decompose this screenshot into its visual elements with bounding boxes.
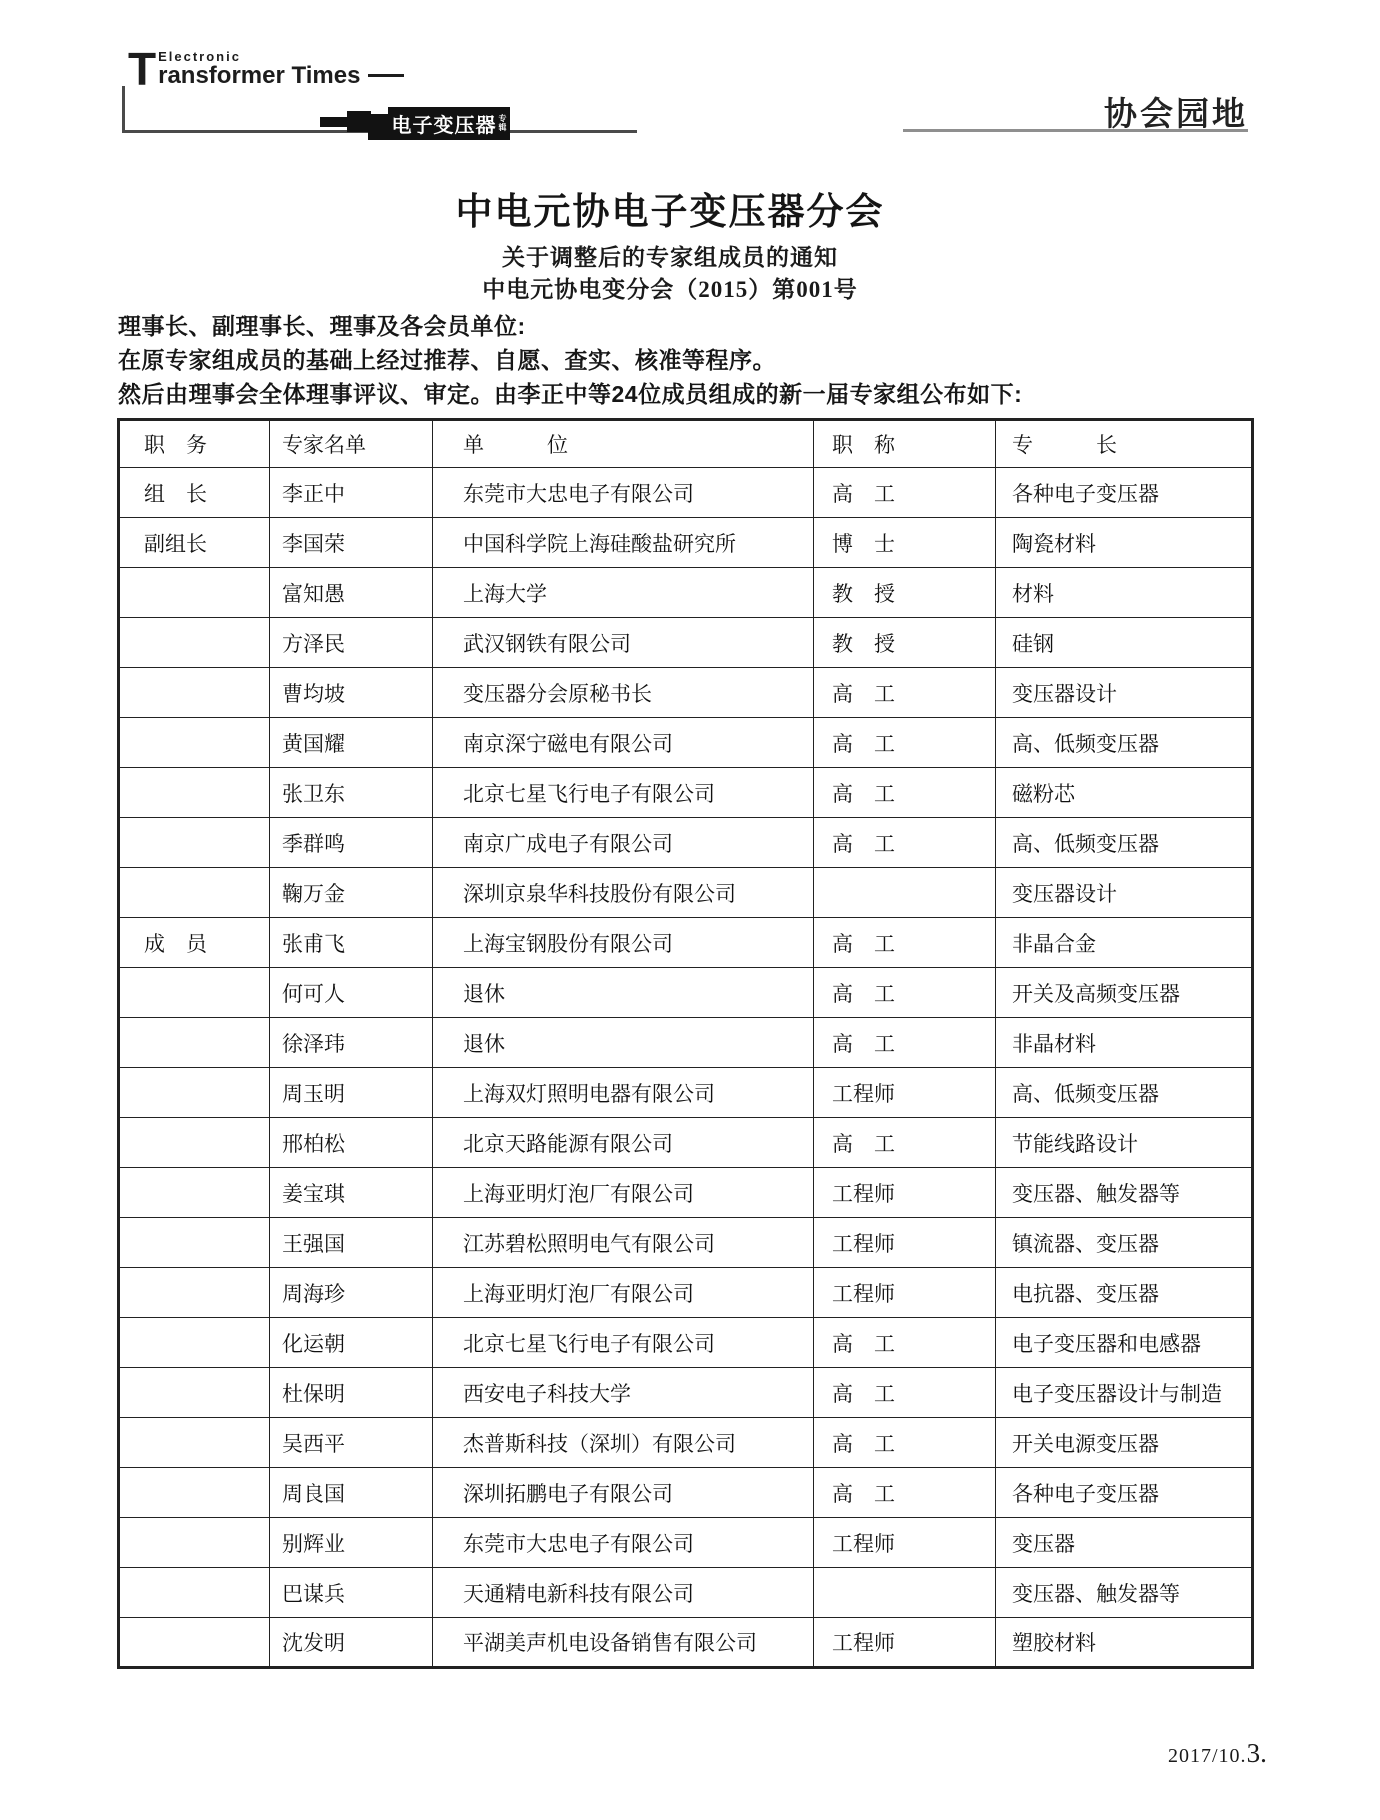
table-row <box>119 868 1253 918</box>
table-row <box>119 1068 1253 1118</box>
specialty-cell: 电抗器、变压器 <box>996 1268 1253 1318</box>
name-cell: 周玉明 <box>270 1068 433 1118</box>
organization-cell: 西安电子科技大学 <box>433 1368 814 1418</box>
document-title: 中电元协电子变压器分会 <box>455 192 885 233</box>
name-cell: 黄国耀 <box>270 718 433 768</box>
title-cell: 工程师 <box>814 1218 996 1268</box>
role-cell <box>119 1368 270 1418</box>
organization-cell: 上海亚明灯泡厂有限公司 <box>433 1168 814 1218</box>
title-cell: 博 士 <box>814 518 996 568</box>
table-row <box>119 468 1253 518</box>
organization-cell: 上海大学 <box>433 568 814 618</box>
role-cell <box>119 1218 270 1268</box>
table-row <box>119 1168 1253 1218</box>
organization-cell: 退休 <box>433 968 814 1018</box>
organization-cell: 深圳拓鹏电子有限公司 <box>433 1468 814 1518</box>
logo-letter-t: T <box>128 43 157 95</box>
title-cell: 高 工 <box>814 1018 996 1068</box>
role-cell: 成 员 <box>119 918 270 968</box>
specialty-cell: 变压器设计 <box>996 868 1253 918</box>
specialty-cell: 塑胶材料 <box>996 1618 1253 1668</box>
title-cell <box>814 868 996 918</box>
organization-cell: 北京七星飞行电子有限公司 <box>433 768 814 818</box>
role-cell <box>119 818 270 868</box>
table-row <box>119 768 1253 818</box>
table-header-row <box>119 420 1253 468</box>
role-cell <box>119 868 270 918</box>
title-cell: 高 工 <box>814 468 996 518</box>
table-row <box>119 1318 1253 1368</box>
specialty-cell: 高、低频变压器 <box>996 1068 1253 1118</box>
title-cell: 高 工 <box>814 918 996 968</box>
title-cell: 高 工 <box>814 1368 996 1418</box>
badge-step-block <box>320 117 350 127</box>
table-row <box>119 818 1253 868</box>
name-cell: 别辉业 <box>270 1518 433 1568</box>
title-cell: 教 授 <box>814 618 996 668</box>
name-cell: 季群鸣 <box>270 818 433 868</box>
organization-cell: 东莞市大忠电子有限公司 <box>433 468 814 518</box>
role-cell <box>119 718 270 768</box>
name-cell: 周良国 <box>270 1468 433 1518</box>
title-cell: 高 工 <box>814 1418 996 1468</box>
logo-word-electronic: Electronic <box>158 49 241 64</box>
specialty-cell: 各种电子变压器 <box>996 468 1253 518</box>
table-row <box>119 1018 1253 1068</box>
name-cell: 李正中 <box>270 468 433 518</box>
name-cell: 杜保明 <box>270 1368 433 1418</box>
magazine-logo <box>128 43 404 95</box>
specialty-cell: 节能线路设计 <box>996 1118 1253 1168</box>
organization-cell: 退休 <box>433 1018 814 1068</box>
organization-cell: 东莞市大忠电子有限公司 <box>433 1518 814 1568</box>
name-cell: 方泽民 <box>270 618 433 668</box>
organization-cell: 武汉钢铁有限公司 <box>433 618 814 668</box>
name-cell: 张卫东 <box>270 768 433 818</box>
table-row <box>119 518 1253 568</box>
role-cell <box>119 1068 270 1118</box>
table-row <box>119 1118 1253 1168</box>
organization-cell: 深圳京泉华科技股份有限公司 <box>433 868 814 918</box>
organization-cell: 变压器分会原秘书长 <box>433 668 814 718</box>
title-cell: 高 工 <box>814 768 996 818</box>
title-cell: 高 工 <box>814 968 996 1018</box>
role-cell: 组 长 <box>119 468 270 518</box>
role-cell <box>119 1518 270 1568</box>
section-label: 协会园地 <box>1104 95 1248 132</box>
column-header: 单 位 <box>433 420 814 468</box>
table-row <box>119 968 1253 1018</box>
specialty-cell: 变压器、触发器等 <box>996 1168 1253 1218</box>
role-cell <box>119 1568 270 1618</box>
organization-cell: 上海宝钢股份有限公司 <box>433 918 814 968</box>
specialty-cell: 开关电源变压器 <box>996 1418 1253 1468</box>
specialty-cell: 硅钢 <box>996 618 1253 668</box>
organization-cell: 北京天路能源有限公司 <box>433 1118 814 1168</box>
table-row <box>119 718 1253 768</box>
role-cell <box>119 1418 270 1468</box>
organization-cell: 南京广成电子有限公司 <box>433 818 814 868</box>
name-cell: 王强国 <box>270 1218 433 1268</box>
name-cell: 沈发明 <box>270 1618 433 1668</box>
body-paragraph: 在原专家组成员的基础上经过推荐、自愿、查实、核准等程序。 <box>118 347 776 373</box>
name-cell: 何可人 <box>270 968 433 1018</box>
column-header: 职 务 <box>119 420 270 468</box>
badge-title: 电子变压器 <box>391 115 497 137</box>
table-row <box>119 1418 1253 1468</box>
document-number: 中电元协电变分会（2015）第001号 <box>482 277 858 302</box>
table-row <box>119 1618 1253 1668</box>
name-cell: 姜宝琪 <box>270 1168 433 1218</box>
role-cell <box>119 1018 270 1068</box>
column-header: 职 称 <box>814 420 996 468</box>
magazine-name-badge <box>388 107 510 140</box>
title-cell: 高 工 <box>814 1468 996 1518</box>
specialty-cell: 材料 <box>996 568 1253 618</box>
experts-table <box>117 418 1254 1669</box>
table-row <box>119 1468 1253 1518</box>
column-header: 专 长 <box>996 420 1253 468</box>
organization-cell: 杰普斯科技（深圳）有限公司 <box>433 1418 814 1468</box>
role-cell <box>119 568 270 618</box>
page-footer <box>1168 1738 1267 1769</box>
role-cell <box>119 1168 270 1218</box>
issue-date: 2017/10. <box>1168 1745 1247 1767</box>
specialty-cell: 各种电子变压器 <box>996 1468 1253 1518</box>
title-cell: 工程师 <box>814 1268 996 1318</box>
specialty-cell: 变压器设计 <box>996 668 1253 718</box>
badge-step-block <box>368 114 390 140</box>
specialty-cell: 电子变压器和电感器 <box>996 1318 1253 1368</box>
role-cell <box>119 1268 270 1318</box>
organization-cell: 中国科学院上海硅酸盐研究所 <box>433 518 814 568</box>
name-cell: 李国荣 <box>270 518 433 568</box>
table-row <box>119 1518 1253 1568</box>
table-row <box>119 1268 1253 1318</box>
document-subtitle: 关于调整后的专家组成员的通知 <box>502 245 838 270</box>
title-cell <box>814 1568 996 1618</box>
title-cell: 工程师 <box>814 1168 996 1218</box>
title-cell: 高 工 <box>814 718 996 768</box>
specialty-cell: 磁粉芯 <box>996 768 1253 818</box>
specialty-cell: 陶瓷材料 <box>996 518 1253 568</box>
name-cell: 邢柏松 <box>270 1118 433 1168</box>
role-cell <box>119 1468 270 1518</box>
specialty-cell: 变压器 <box>996 1518 1253 1568</box>
role-cell <box>119 668 270 718</box>
specialty-cell: 电子变压器设计与制造 <box>996 1368 1253 1418</box>
body-paragraph: 理事长、副理事长、理事及各会员单位: <box>118 313 526 339</box>
logo-frame-vertical-line <box>122 86 125 132</box>
table-row <box>119 618 1253 668</box>
organization-cell: 平湖美声机电设备销售有限公司 <box>433 1618 814 1668</box>
specialty-cell: 高、低频变压器 <box>996 818 1253 868</box>
role-cell <box>119 968 270 1018</box>
organization-cell: 江苏碧松照明电气有限公司 <box>433 1218 814 1268</box>
title-cell: 高 工 <box>814 1118 996 1168</box>
specialty-cell: 镇流器、变压器 <box>996 1218 1253 1268</box>
role-cell <box>119 1118 270 1168</box>
name-cell: 周海珍 <box>270 1268 433 1318</box>
table-row <box>119 1568 1253 1618</box>
organization-cell: 天通精电新科技有限公司 <box>433 1568 814 1618</box>
specialty-cell: 非晶合金 <box>996 918 1253 968</box>
specialty-cell: 非晶材料 <box>996 1018 1253 1068</box>
title-cell: 高 工 <box>814 668 996 718</box>
table-row <box>119 568 1253 618</box>
name-cell: 张甫飞 <box>270 918 433 968</box>
organization-cell: 上海双灯照明电器有限公司 <box>433 1068 814 1118</box>
role-cell: 副组长 <box>119 518 270 568</box>
role-cell <box>119 768 270 818</box>
organization-cell: 上海亚明灯泡厂有限公司 <box>433 1268 814 1318</box>
title-cell: 高 工 <box>814 818 996 868</box>
title-cell: 工程师 <box>814 1068 996 1118</box>
title-cell: 教 授 <box>814 568 996 618</box>
title-cell: 工程师 <box>814 1618 996 1668</box>
table-row <box>119 918 1253 968</box>
table-row <box>119 668 1253 718</box>
name-cell: 富知愚 <box>270 568 433 618</box>
badge-tag: 专 辑 <box>498 114 507 132</box>
role-cell <box>119 1618 270 1668</box>
name-cell: 化运朝 <box>270 1318 433 1368</box>
table-row <box>119 1218 1253 1268</box>
role-cell <box>119 1318 270 1368</box>
column-header: 专家名单 <box>270 420 433 468</box>
table-row <box>119 1368 1253 1418</box>
name-cell: 徐泽玮 <box>270 1018 433 1068</box>
specialty-cell: 开关及高频变压器 <box>996 968 1253 1018</box>
specialty-cell: 变压器、触发器等 <box>996 1568 1253 1618</box>
body-paragraph: 然后由理事会全体理事评议、审定。由李正中等24位成员组成的新一届专家组公布如下: <box>118 381 1023 407</box>
role-cell <box>119 618 270 668</box>
title-cell: 工程师 <box>814 1518 996 1568</box>
name-cell: 鞠万金 <box>270 868 433 918</box>
logo-dash-rule <box>368 74 404 77</box>
logo-word-transformer-times: ransformer Times <box>158 62 361 89</box>
page-number: 3. <box>1246 1738 1267 1768</box>
specialty-cell: 高、低频变压器 <box>996 718 1253 768</box>
name-cell: 吴西平 <box>270 1418 433 1468</box>
name-cell: 曹均坡 <box>270 668 433 718</box>
organization-cell: 北京七星飞行电子有限公司 <box>433 1318 814 1368</box>
name-cell: 巴谋兵 <box>270 1568 433 1618</box>
organization-cell: 南京深宁磁电有限公司 <box>433 718 814 768</box>
title-cell: 高 工 <box>814 1318 996 1368</box>
